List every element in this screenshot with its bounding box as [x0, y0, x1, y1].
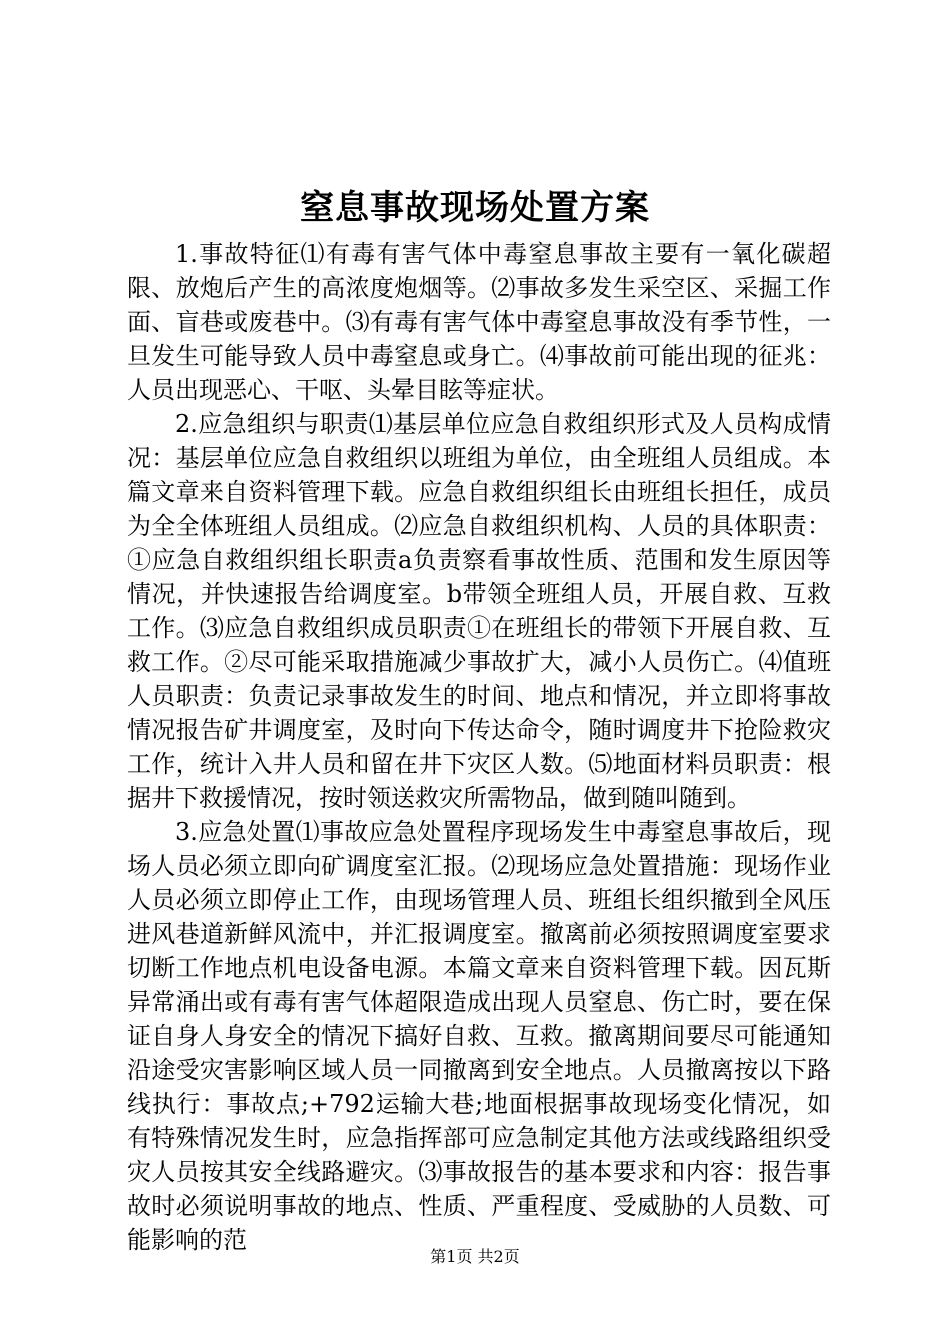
document-body — [127, 237, 831, 1257]
paragraph-emergency-response: 3.应急处置⑴事故应急处置程序现场发生中毒窒息事故后，现场人员必须立即向矿调度室汇报。⑵现场应急处置措施：现场作业人员必须立即停止工作，由现场管理人员、班组长组织撤到全风压进风巷道新鲜风流中，并汇报调度室。撤离前必须按照调度室要求切断工作地点机电设备电源。本篇文章来自资料管理下载。因瓦斯异常涌出或有毒有害气体超限造成出现人员窒息、伤亡时，要在保证自身人身安全的情况下搞好自救、互救。撤离期间要尽可能通知沿途受灾害影响区域人员一同撤离到安全地点。人员撤离按以下路线执行：事故点;+792运输大巷;地面根据事故现场变化情况，如有特殊情况发生时，应急指挥部可应急制定其他方法或线路组织受灾人员按其安全线路避灾。⑶事故报告的基本要求和内容：报告事故时必须说明事故的地点、性质、严重程度、受威胁的人员数、可能影响的范 — [127, 818, 831, 1254]
paragraph-accident-characteristics: 1.事故特征⑴有毒有害气体中毒窒息事故主要有一氧化碳超限、放炮后产生的高浓度炮烟等。⑵事故多发生采空区、采掘工作面、盲巷或废巷中。⑶有毒有害气体中毒窒息事故没有季节性，一旦发生可能导致人员中毒窒息或身亡。⑷事故前可能出现的征兆：人员出现恶心、干呕、头晕目眩等症状。 — [127, 240, 831, 404]
paragraph-emergency-organization: 2.应急组织与职责⑴基层单位应急自救组织形式及人员构成情况：基层单位应急自救组织以班组为单位，由全班组人员组成。本篇文章来自资料管理下载。应急自救组织组长由班组长担任，成员为全全体班组人员组成。⑵应急自救组织机构、人员的具体职责：①应急自救组织组长职责a负责察看事故性质、范围和发生原因等情况，并快速报告给调度室。b带领全班组人员，开展自救、互救工作。⑶应急自救组织成员职责①在班组长的带领下开展自救、互救工作。②尽可能采取措施减少事故扩大，减小人员伤亡。⑷值班人员职责：负责记录事故发生的时间、地点和情况，并立即将事故情况报告矿井调度室，及时向下传达命令，随时调度井下抢险救灾工作，统计入井人员和留在井下灾区人数。⑸地面材料员职责：根据井下救援情况，按时领送救灾所需物品，做到随叫随到。 — [127, 410, 831, 812]
document-title: 窒息事故现场处置方案 — [300, 188, 650, 228]
page-number-footer: 第1页 共2页 — [430, 1247, 520, 1266]
